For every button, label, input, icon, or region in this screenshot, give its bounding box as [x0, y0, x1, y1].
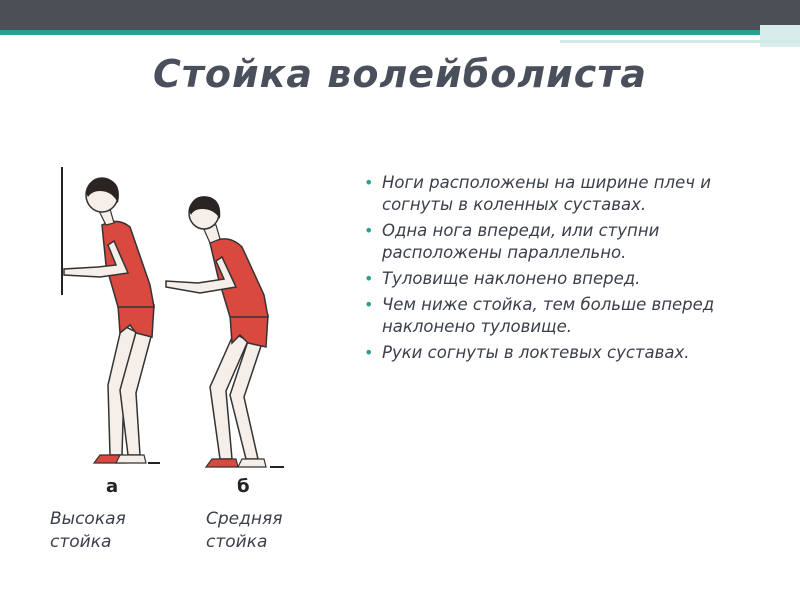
player-high-stance [64, 178, 160, 463]
bullet-marker-icon: • [364, 343, 374, 362]
figure-label-b: б [237, 476, 250, 497]
player-medium-stance [166, 196, 284, 467]
bullet-item [362, 342, 782, 364]
header-decoration-line [560, 40, 800, 43]
volleyball-stance-illustration [50, 165, 290, 475]
caption-high-stance: Высокая стойка [50, 509, 126, 552]
bullet-list [362, 172, 782, 368]
bullet-text: Туловище наклонено вперед. [382, 269, 641, 288]
bullet-text: Ноги расположены на ширине плеч и согнуты в коленных суставах. [382, 173, 711, 214]
header-accent-stripe [0, 30, 800, 35]
bullet-text: Руки согнуты в локтевых суставах. [382, 343, 690, 362]
header-bar [0, 0, 800, 30]
header-corner-decoration [760, 25, 800, 47]
bullet-item [362, 268, 782, 290]
bullet-text: Чем ниже стойка, тем больше вперед наклонено туловище. [382, 295, 715, 336]
bullet-marker-icon: • [364, 295, 374, 314]
figure-label-a: а [106, 476, 119, 497]
bullet-text: Одна нога впереди, или ступни расположены параллельно. [382, 221, 660, 262]
caption-medium-stance: Средняя стойка [206, 509, 283, 552]
bullet-marker-icon: • [364, 269, 374, 288]
bullet-item [362, 220, 782, 264]
bullet-marker-icon: • [364, 221, 374, 240]
bullet-marker-icon: • [364, 173, 374, 192]
slide-title: Стойка волейболиста [153, 52, 647, 96]
bullet-item [362, 294, 782, 338]
bullet-item [362, 172, 782, 216]
